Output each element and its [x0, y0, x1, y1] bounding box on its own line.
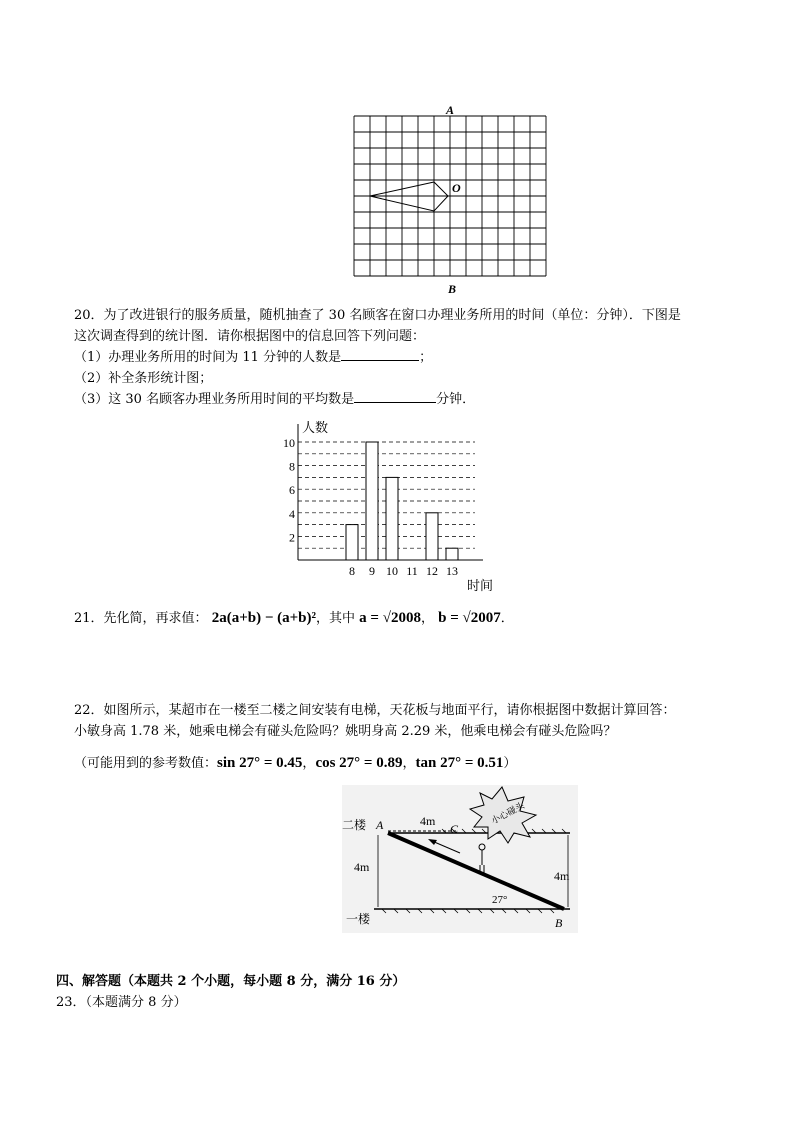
grid-figure [340, 100, 560, 296]
grid-label-a: A [446, 103, 455, 117]
q22-sin: sin 27° = 0.45 [217, 755, 303, 771]
q21-b-value: b = √2007 [438, 610, 501, 626]
q22-cos: cos 27° = 0.89 [315, 755, 403, 771]
q21 [74, 608, 514, 629]
escalator-figure [342, 785, 578, 933]
q20-text1: 为了改进银行的服务质量，随机抽查了 30 名顾客在窗口办理业务所用的时间（单位：分钟）．下图是 [103, 308, 681, 323]
label-floor1: 一楼 [346, 912, 371, 926]
q21-a-value: a = √2008 [359, 610, 421, 626]
q22-ref-prefix: （可能用到的参考数值： [74, 756, 218, 771]
label-top-length: 4m [420, 814, 436, 828]
chart-x-axis-title: 时间 [467, 578, 494, 593]
chart-bar-9 [366, 442, 378, 560]
q22-ref-suffix: ） [503, 756, 517, 771]
q20-part3 [74, 389, 475, 410]
q20-number: 20． [74, 308, 104, 323]
q22-number: 22． [74, 703, 104, 718]
q20-line1 [74, 305, 681, 326]
q21-end: ． [500, 611, 514, 626]
label-angle: 27° [492, 894, 508, 906]
chart-x-tick-label: 13 [446, 564, 458, 578]
q20-part2: （2）补全条形统计图； [74, 371, 213, 386]
chart-y-tick-label: 8 [289, 459, 295, 474]
q22-reference [74, 753, 516, 774]
section4-heading: 四、解答题（本题共 2 个小题，每小题 8 分，满分 16 分） [56, 974, 406, 989]
label-floor2: 二楼 [342, 818, 367, 832]
chart-bar-13 [446, 548, 458, 560]
warning-text: 小心碰头 [489, 800, 527, 826]
q23-heading: 23．（本题满分 8 分） [56, 995, 187, 1010]
answer-blank-1[interactable] [341, 347, 419, 361]
label-a: A [376, 818, 384, 832]
chart-bar-12 [426, 513, 438, 560]
chart-x-tick-label: 10 [386, 564, 398, 578]
chart-x-tick-label: 11 [406, 564, 418, 578]
chart-x-tick-label: 12 [426, 564, 438, 578]
q22-text1: 如图所示，某超市在一楼至二楼之间安装有电梯，天花板与地面平行，请你根据图中数据计算回答： [103, 703, 676, 718]
label-left-height: 4m [354, 860, 370, 874]
answer-blank-2[interactable] [354, 389, 436, 403]
chart-y-tick-label: 4 [289, 506, 295, 521]
q22-sep2: ， [402, 756, 416, 771]
label-b: B [555, 916, 563, 930]
chart-y-tick-label: 2 [289, 530, 295, 545]
chart-y-axis-title: 人数 [302, 420, 329, 435]
label-c: C [450, 822, 459, 836]
q22-sep1: ， [302, 756, 316, 771]
q20-line2: 这次调查得到的统计图．请你根据图中的信息回答下列问题： [74, 329, 426, 344]
q21-middle: ，其中 [316, 611, 356, 626]
q21-number: 21． [74, 611, 104, 626]
q20-part1-text: （1）办理业务所用的时间为 11 分钟的人数是 [74, 350, 342, 365]
q21-sep: ， [420, 611, 434, 626]
kite-shape [370, 182, 448, 211]
chart-bar-8 [346, 525, 358, 560]
chart-x-tick-label: 8 [349, 564, 355, 578]
grid-label-o: O [452, 181, 461, 195]
bar-chart [270, 412, 520, 602]
q22-tan: tan 27° = 0.51 [415, 755, 504, 771]
chart-y-tick-label: 6 [289, 483, 295, 498]
q20-part3-text: （3）这 30 名顾客办理业务所用时间的平均数是 [74, 392, 355, 407]
chart-bar-10 [386, 477, 398, 560]
q22-line1 [74, 700, 676, 721]
q21-prefix: 先化简，再求值： [103, 611, 208, 626]
grid-label-b: B [448, 282, 457, 296]
q22-line2: 小敏身高 1.78 米，她乘电梯会有碰头危险吗？姚明身高 2.29 米，他乘电梯会有碰头危险吗？ [74, 724, 617, 739]
q20-part1-suffix: ； [419, 350, 433, 365]
escalator-figure-svg [342, 785, 578, 933]
label-right-height: 4m [554, 869, 570, 883]
chart-x-tick-label: 9 [369, 564, 375, 578]
q21-expression: 2a(a+b) − (a+b)² [211, 610, 317, 626]
grid-figure-svg [340, 100, 560, 296]
bar-chart-svg [270, 412, 520, 602]
q20-part1 [74, 347, 432, 368]
chart-y-tick-label: 10 [283, 436, 295, 450]
q20-part3-suffix: 分钟． [436, 392, 476, 407]
